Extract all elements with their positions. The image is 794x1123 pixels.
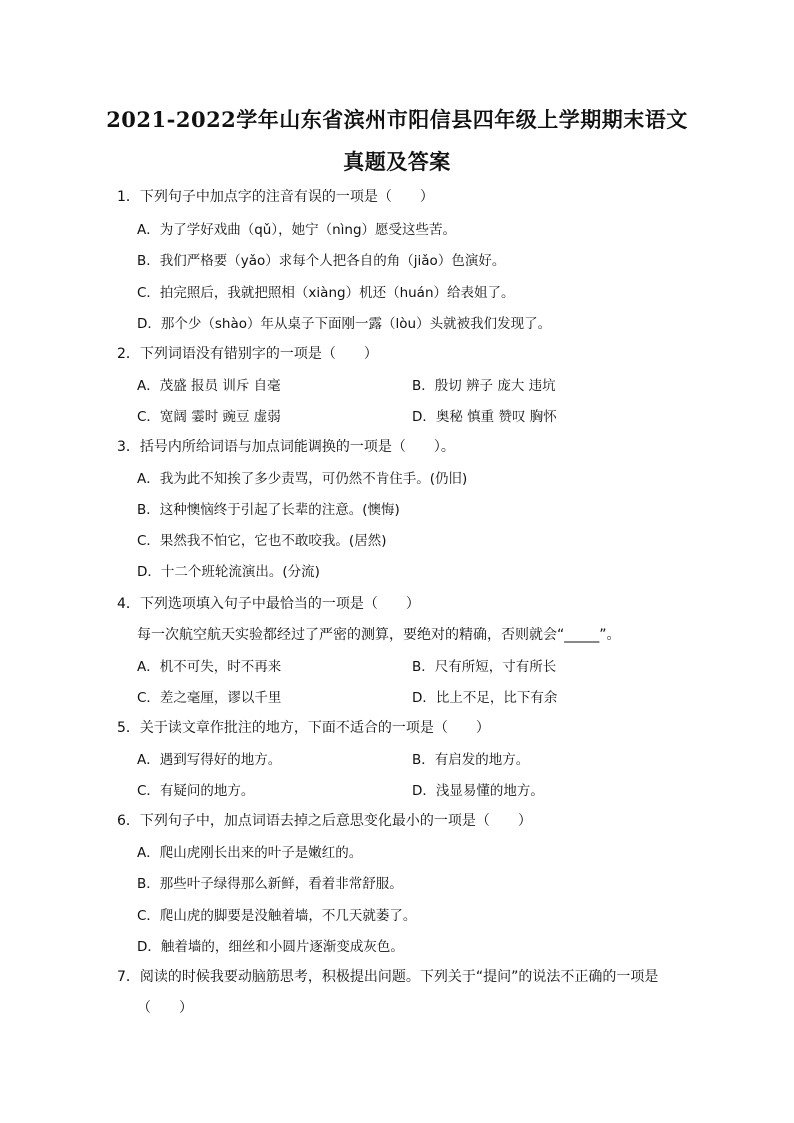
question-2-option-b: B．殷切 辨子 庞大 违坑 [412,378,556,394]
question-6-option-c: C．爬山虎的脚要是没触着墙，不几天就萎了。 [137,908,417,924]
question-7-stem: 7．阅读的时候我要动脑筋思考，积极提出问题。下列关于“提问”的说法不正确的一项是 [117,969,659,985]
question-1-option-d: D．那个少（shào）年从桌子下面刚一露（lòu）头就被我们发现了。 [137,316,552,332]
question-3-stem: 3．括号内所给词语与加点词能调换的一项是（ ）。 [117,439,455,455]
question-3-option-a: A．我为此不知挨了多少责骂，可仍然不肯住手。(仍旧) [137,471,468,487]
question-5-option-d: D．浅显易懂的地方。 [412,783,544,799]
question-6-option-d: D．触着墙的，细丝和小圆片逐渐变成灰色。 [137,939,404,955]
question-1-option-b: B．我们严格要（yǎo）求每个人把各自的角（jiǎo）色演好。 [137,253,506,269]
question-4-option-a: A．机不可失，时不再来 [137,659,282,675]
question-6-stem: 6．下列句子中，加点词语去掉之后意思变化最小的一项是（ ） [117,813,532,829]
question-6-option-b: B．那些叶子绿得那么新鲜，看着非常舒服。 [137,876,403,892]
question-4-option-d: D．比上不足，比下有余 [412,690,558,706]
question-5-option-a: A．遇到写得好的地方。 [137,752,282,768]
question-1-option-a: A．为了学好戏曲（qǔ），她宁（nìng）愿受这些苦。 [137,222,457,238]
question-5-option-c: C．有疑问的地方。 [137,783,255,799]
question-3-option-d: D．十二个班轮流演出。(分流) [137,564,320,580]
question-4-option-b: B．尺有所短，寸有所长 [412,659,557,675]
question-5-option-b: B．有启发的地方。 [412,752,530,768]
question-6-option-a: A．爬山虎刚长出来的叶子是嫩红的。 [137,845,363,861]
question-5-stem: 5．关于读文章作批注的地方，下面不适合的一项是（ ） [117,720,490,736]
document-title-line-1: 2021-2022学年山东省滨州市阳信县四年级上学期期末语文 [106,107,688,132]
question-2-option-d: D．奥秘 慎重 赞叹 胸怀 [412,409,557,425]
question-3-option-b: B．这种懊恼终于引起了长辈的注意。(懊悔) [137,502,400,518]
question-2-option-c: C．宽阔 霎时 豌豆 虚弱 [137,409,281,425]
document-title-line-2: 真题及答案 [343,149,451,174]
question-1-stem: 1．下列句子中加点字的注音有误的一项是（ ） [117,189,434,205]
question-1-option-c: C．拍完照后，我就把照相（xiàng）机还（huán）给表姐了。 [137,285,515,301]
question-4-option-c: C．差之毫厘，谬以千里 [137,690,282,706]
question-4-sentence: 每一次航空航天实验都经过了严密的测算，要绝对的精确，否则就会“_____”。 [137,627,621,643]
question-4-stem: 4．下列选项填入句子中最恰当的一项是（ ） [117,596,420,612]
question-2-stem: 2．下列词语没有错别字的一项是（ ） [117,346,378,362]
question-7-stem-continued: （ ） [137,1000,193,1016]
question-2-option-a: A．茂盛 报员 训斥 自毫 [137,378,281,394]
question-3-option-c: C．果然我不怕它，它也不敢咬我。(居然) [137,533,387,549]
